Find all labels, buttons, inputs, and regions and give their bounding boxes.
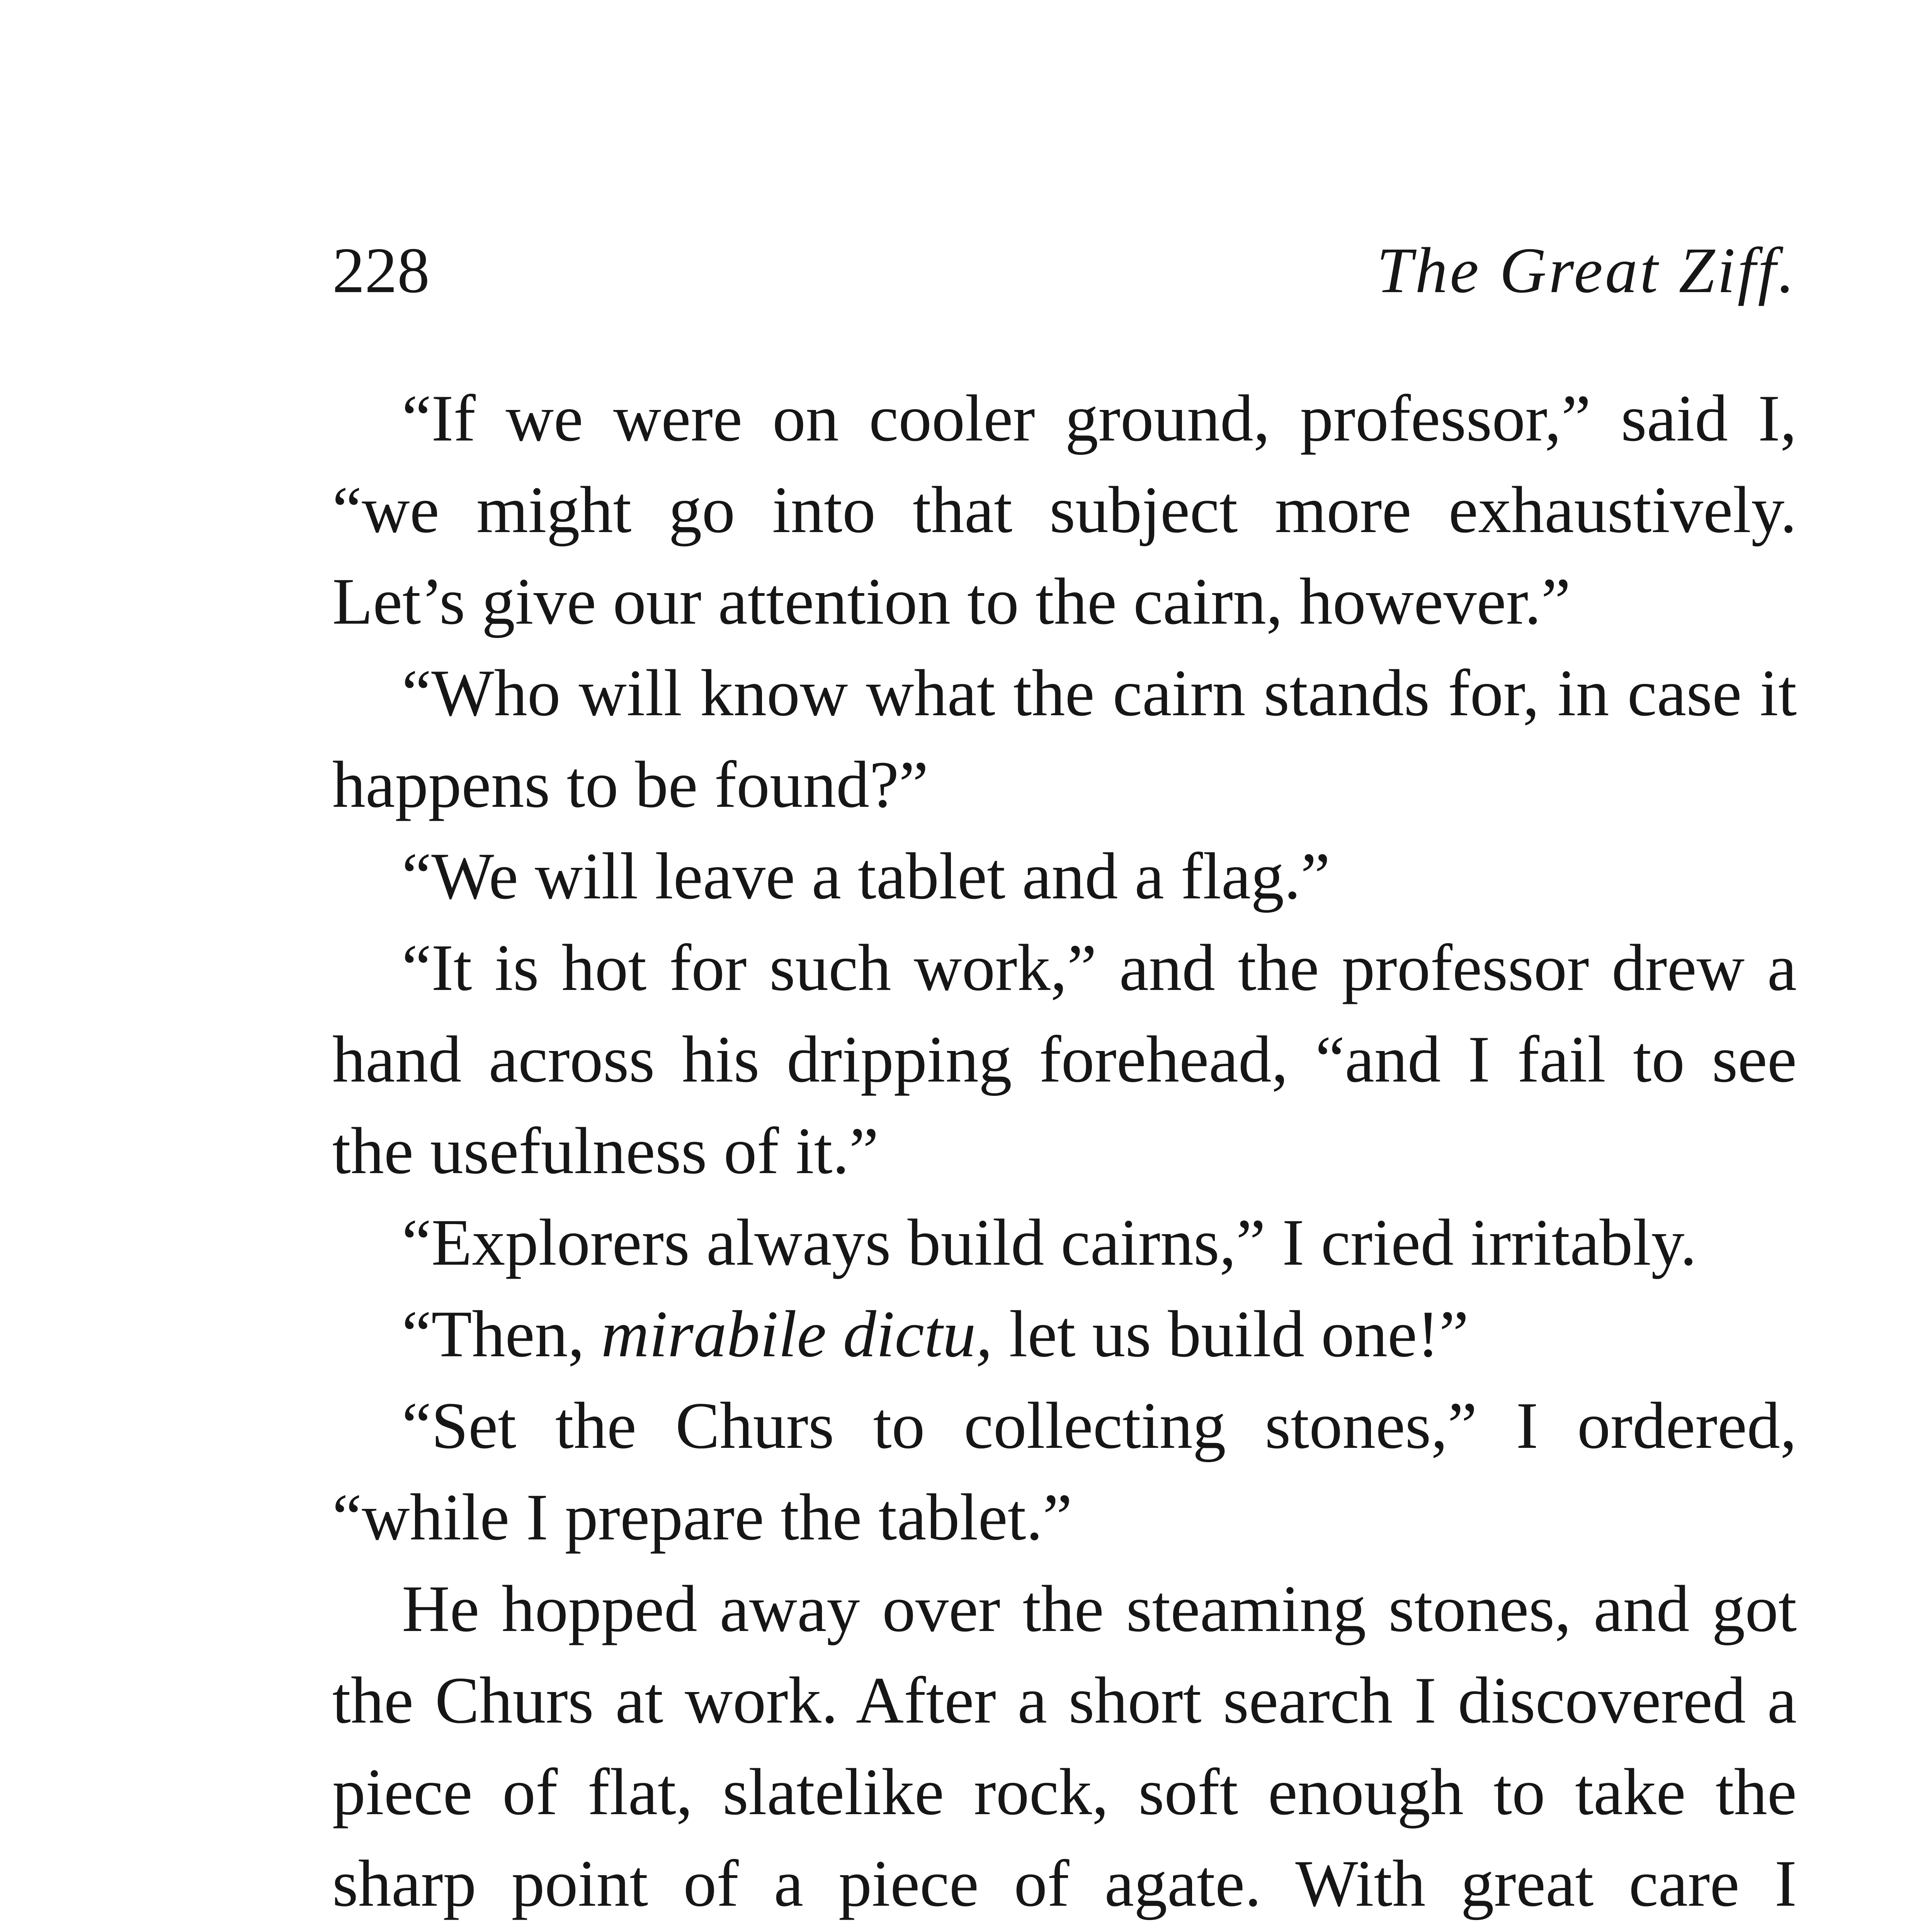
paragraph-tablet-and-flag: “We will leave a tablet and a flag.” (402, 840, 1330, 913)
italic-mirabile-dictu: mirabile dictu, (601, 1298, 993, 1371)
paragraph-who-will-know: “Who will know what the cairn stands for, in case it happens to be found?” (332, 656, 1797, 821)
paragraph-hopped-away: He hopped away over the steaming stones, and got the Churs at work. After a short search I discovered a piece of flat, slatelike rock, soft enough to take the sharp point of a piece of agate. With great care I (332, 1572, 1797, 1920)
body-text (332, 373, 1797, 1932)
paragraph-explorers-cairns: “Explorers always build cairns,” I cried irritably. (402, 1206, 1697, 1279)
paragraph-hot-for-such-work: “It is hot for such work,” and the professor drew a hand across his dripping forehead, “and I fail to see the usefulness of it.” (332, 931, 1797, 1188)
paragraph-mirabile-dictu (332, 1289, 1797, 1380)
page-number: 228 (332, 235, 430, 306)
paragraph-set-the-churs: “Set the Churs to collecting stones,” I ordered, “while I prepare the tablet.” (332, 1389, 1797, 1554)
running-title: The Great Ziff. (1376, 235, 1797, 306)
paragraph-cooler-ground: “If we were on cooler ground, professor,” said I, “we might go into that subject more exhaustively. Let’s give our attention to the cairn, however.” (332, 382, 1797, 638)
page-header (332, 232, 1797, 321)
paragraph-mirabile-before: “Then, (402, 1298, 601, 1371)
paragraph-mirabile-after: let us build one!” (992, 1298, 1469, 1371)
